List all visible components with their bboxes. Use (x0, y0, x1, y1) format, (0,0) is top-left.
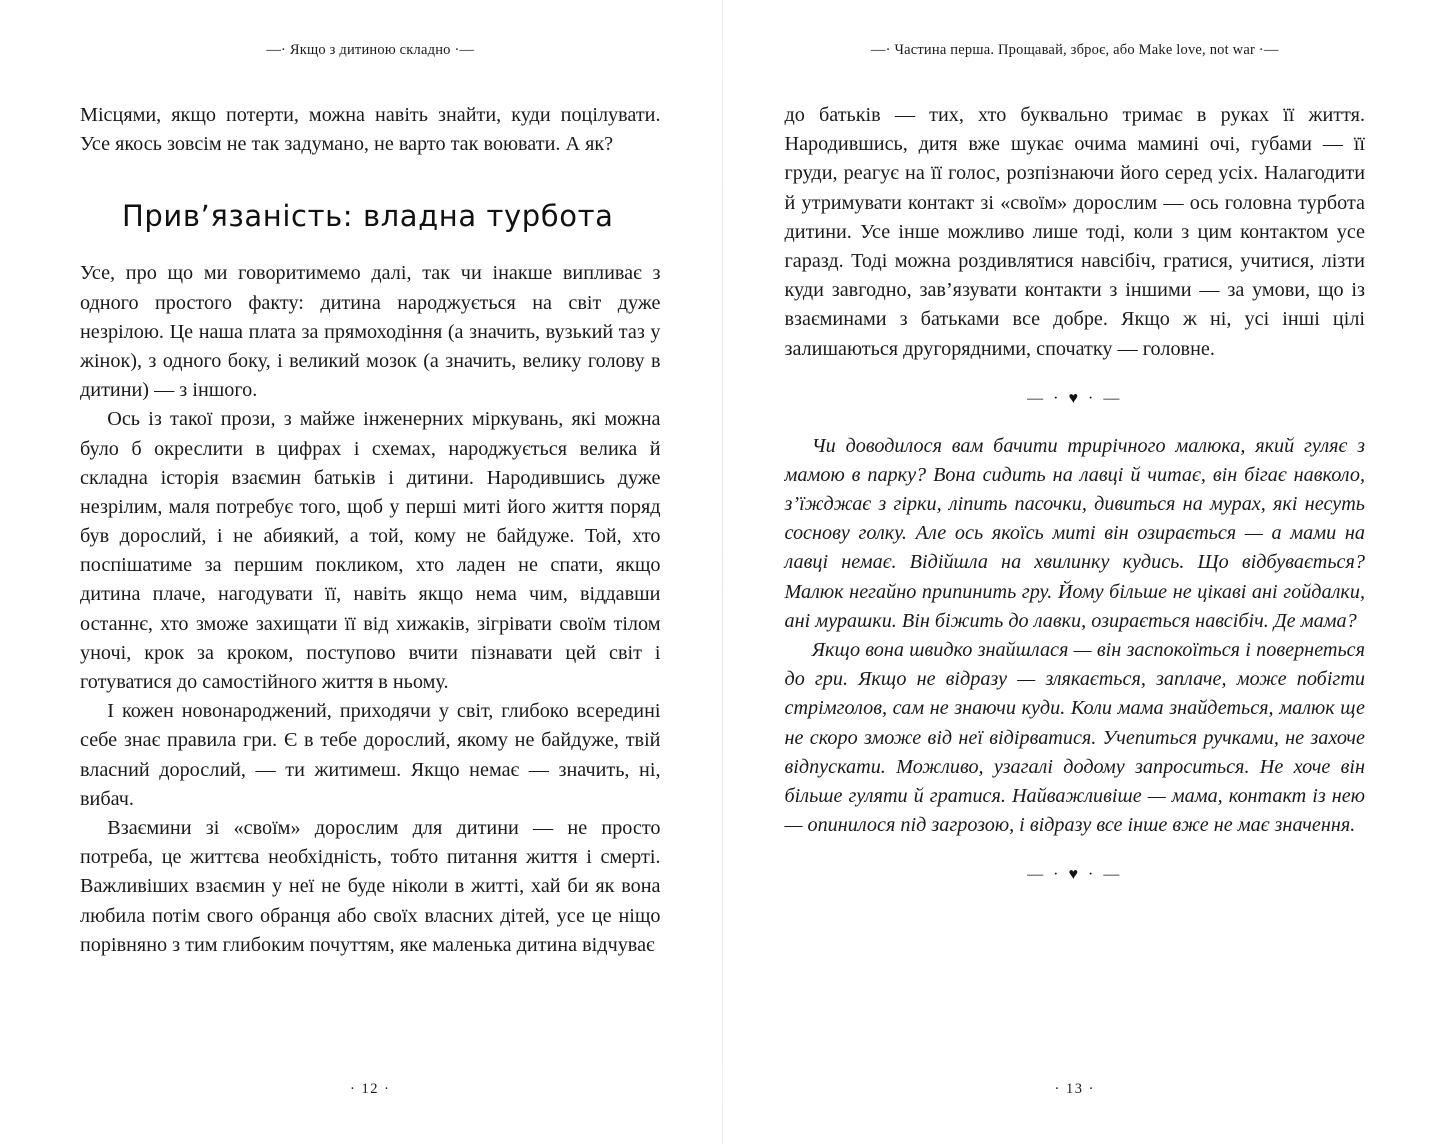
paragraph: Ось із такої прози, з майже інженерних міркувань, які можна було б окреслити в цифрах і схемах, народжується велика й складна історія взаємин батьків і дитини. Народившись дуже незрілим, маля потребує того, щоб у перші миті його життя поряд був дорослий, і не абиякий, а той, кому не байдуже. Той, хто поспішатиме за першим покликом, хто ладен не спати, якщо дитина плаче, нагодувати її, навіть якщо нема чим, віддавши останнє, хто зможе захищати її від хижаків, зігрівати своїм тілом уночі, крок за кроком, поступово вчити пізнавати цей світ і готуватися до самостійного життя в ньому. (80, 408, 661, 693)
running-head-left: —· Якщо з дитиною складно ·— (266, 42, 475, 58)
paragraph: І кожен новонароджений, приходячи у світ, глибоко всередині себе знає правила гри. Є в тебе дорослий, якому не байдуже, твій власний дорослий, — ти житимеш. Якщо немає — значить, ні, вибач. (80, 700, 661, 810)
paragraph: Якщо вона швидко знайшлася — він заспокоїться і повернеться до гри. Якщо не відразу — злякається, заплаче, може побігти стрімголов, сам не знаючи куди. Коли мама знайдеться, малюк ще не скоро зможе від неї відірватися. Учепиться ручками, не захоче відпускати. Можливо, узагалі додому запроситься. Не хоче він більше гуляти й гратися. Найважливіше — мама, контакт із нею — опинилося під загрозою, і відразу все інше вже не має значення. (784, 639, 1365, 837)
paragraph: до батьків — тих, хто буквально тримає в руках її життя. Народившись, дитя вже шукає очима мамині очі, губами — її груди, реагує на її голос, розпізнаючи його серед усіх. Налагодити й утримувати контакт зі «своїм» дорослим — ось головна турбота дитини. Усе інше можливо лише тоді, коли з цим контактом усе гаразд. Тоді можна роздивлятися навсібіч, гратися, учитися, лізти куди завгодно, зав’язувати контакти з іншими — за умови, що із взаєминами з батьками все добре. Якщо ж ні, усі інші цілі залишаються другорядними, спочатку — головне. (784, 104, 1365, 360)
page-number-left: · 12 · (350, 1081, 391, 1097)
right-page (723, 0, 1445, 1144)
right-page-italic-block (785, 432, 1366, 841)
paragraph: Місцями, якщо потерти, можна навіть знайти, куди поцілувати. Усе якось зовсім не так задумано, не варто так воювати. А як? (80, 104, 661, 156)
paragraph: Взаємини зі «своїм» дорослим для дитини — не просто потреба, це життєва необхідність, тобто питання життя і смерті. Важливіших взаємин у неї не буде ніколи в житті, хай би як вона любила потім свого обранця або своїх власних дітей, усе це ніщо порівняно з тим глибоким почуттям, яке маленька дитина відчуває (80, 816, 661, 956)
paragraph: Чи доводилося вам бачити трирічного малюка, який гуляє з мамою в парку? Вона сидить на лавці й читає, він бігає навколо, з’їжджає з гірки, ліпить пасочки, дивиться на мурах, які несуть соснову голку. Але ось якоїсь миті він озирається — а мами на лавці немає. Відійшла на хвилинку кудись. Що відбувається? Малюк негайно припинить гру. Йому більше не цікаві ані гойдалки, ані мурашки. Він біжить до лавки, озирається навсібіч. Де мама? (784, 434, 1365, 632)
page-number-right: · 13 · (1054, 1081, 1095, 1097)
section-divider-top: — · ♥ · — (1027, 389, 1123, 407)
left-page-chapter-body (80, 259, 661, 960)
right-page-body (785, 101, 1366, 364)
section-divider-bottom: — · ♥ · — (1027, 866, 1123, 884)
paragraph: Усе, про що ми говоритимемо далі, так чи інакше випливає з одного простого факту: дитина народжується на світ дуже незрілою. Це наша плата за прямоходіння (а значить, вузький таз у жінок), з одного боку, і великий мозок (а значить, велику голову в дитини) — з іншого. (80, 262, 661, 402)
chapter-title: Прив’язаність: владна турбота (122, 199, 614, 234)
left-page-opening-text (80, 101, 661, 159)
running-head-right: —· Частина перша. Прощавай, зброє, або Make love, not war ·— (870, 42, 1279, 58)
